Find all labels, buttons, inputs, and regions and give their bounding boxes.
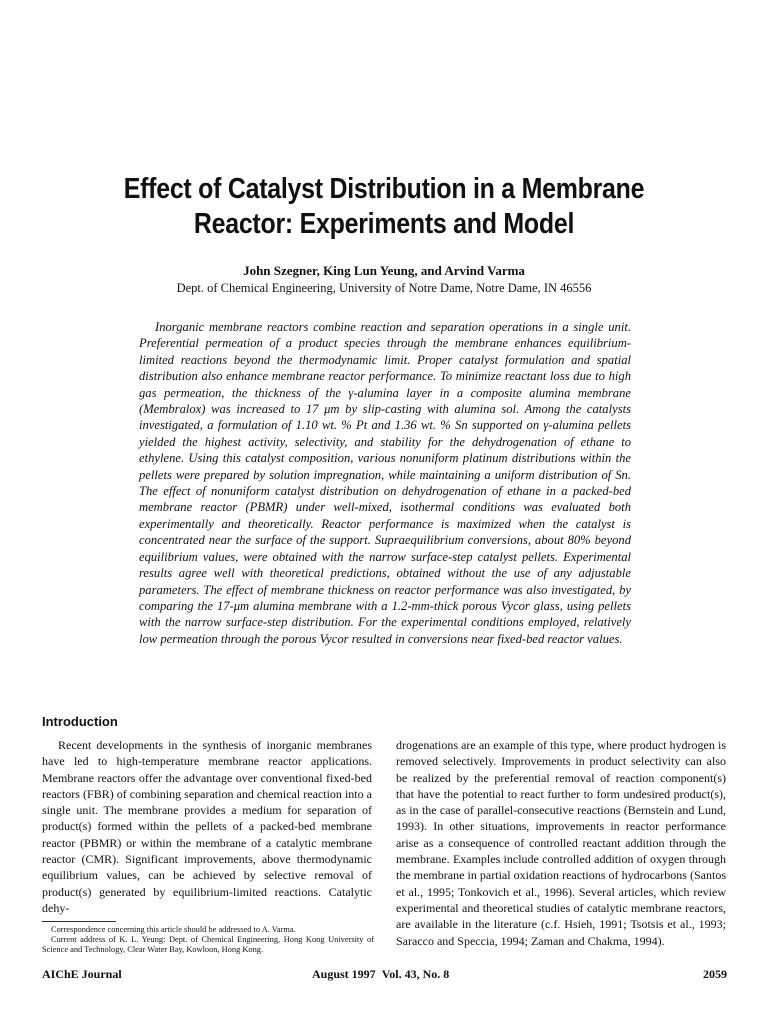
footer-page-number: 2059 [703, 967, 727, 981]
footnote-correspondence: Correspondence concerning this article should be addressed to A. Varma. [51, 925, 296, 934]
section-heading-introduction: Introduction [42, 714, 118, 729]
intro-column-right: drogenations are an example of this type, where product hydrogen is removed selectively. Improvements in product selectivity can also be realized by the preferential removal of reaction component(s) that have the potential to react further to form undesired product(s), as in the case of parallel-consecutive reactions (Bernstein and Lund, 1993). In other situations, improvements in reactor performance arise as a consequence of controlled reactant addition through the membrane. Examples include controlled addition of oxygen through the membrane in partial oxidation reactions of hydrocarbons (Santos et al., 1995; Tonkovich et al., 1996). Several articles, which review experimental and theoretical studies of catalytic membrane reactors, are available in the literature (c.f. Hsieh, 1991; Tsotsis et al., 1993; Saracco and Speccia, 1994; Zaman and Chakma, 1994). [396, 738, 726, 948]
footnote-divider [42, 921, 116, 922]
footnotes [42, 925, 374, 955]
footer-volume: Vol. 43, No. 8 [381, 967, 450, 981]
article-title: Effect of Catalyst Distribution in a Membrane Reactor: Experiments and Model [123, 173, 645, 240]
author-affiliation: Dept. of Chemical Engineering, University of Notre Dame, Notre Dame, IN 46556 [176, 281, 592, 295]
footer-issue [312, 967, 449, 982]
intro-column-left: Recent developments in the synthesis of inorganic membranes have led to high-temperature membrane reactor applications. Membrane reactors offer the advantage over conventional fixed-bed reactors (FBR) of combining separation and chemical reaction into a single unit. The membrane provides a medium for separation of product(s) formed within the pellets of a packed-bed membrane reactor (PBMR) or within the membrane of a catalytic membrane reactor (CMR). Significant improvements, above thermodynamic equilibrium values, can be achieved by selective removal of product(s) generated by equilibrium-limited reactions. Catalytic dehy- [42, 738, 372, 915]
footnote-current-address: Current address of K. L. Yeung: Dept. of Chemical Engineering, Hong Kong University of Science and Technology, Clear Water Bay, Kowloon, Hong Kong. [42, 935, 374, 954]
footer-date: August 1997 [312, 967, 376, 981]
abstract: Inorganic membrane reactors combine reaction and separation operations in a single unit. Preferential permeation of a product species through the membrane enhances equilibrium-limited reactions beyond the thermodynamic limit. Proper catalyst formulation and spatial distribution also enhance membrane reactor performance. To minimize reactant loss due to high gas permeation, the thickness of the γ-alumina layer in a composite alumina membrane (Membralox) was increased to 17 μm by slip-casting with alumina sol. Among the catalysts investigated, a formulation of 1.10 wt. % Pt and 1.36 wt. % Sn supported on γ-alumina pellets yielded the highest activity, selectivity, and stability for the dehydrogenation of ethane to ethylene. Using this catalyst composition, various nonuniform platinum distributions within the pellets were prepared by solution impregnation, while maintaining a uniform distribution of Sn. The effect of nonuniform catalyst distribution on dehydrogenation of ethane in a packed-bed membrane reactor (PBMR) under well-mixed, isothermal conditions was evaluated both experimentally and theoretically. Reactor performance is maximized when the catalyst is concentrated near the surface of the support. Supraequilibrium conversions, about 80% beyond equilibrium values, were obtained with the narrow surface-step catalyst pellets. Experimental results agree well with theoretical predictions, obtained without the use of any adjustable parameters. The effect of membrane thickness on reactor performance was also investigated, by comparing the 17-μm alumina membrane with a 1.2-mm-thick porous Vycor glass, using pellets with the narrow surface-step distribution. For the experimental conditions employed, relatively low permeation through the porous Vycor resulted in conversions near fixed-bed reactor values. [139, 320, 631, 646]
footer-journal: AIChE Journal [42, 967, 122, 981]
author-list: John Szegner, King Lun Yeung, and Arvind Varma [243, 263, 525, 278]
